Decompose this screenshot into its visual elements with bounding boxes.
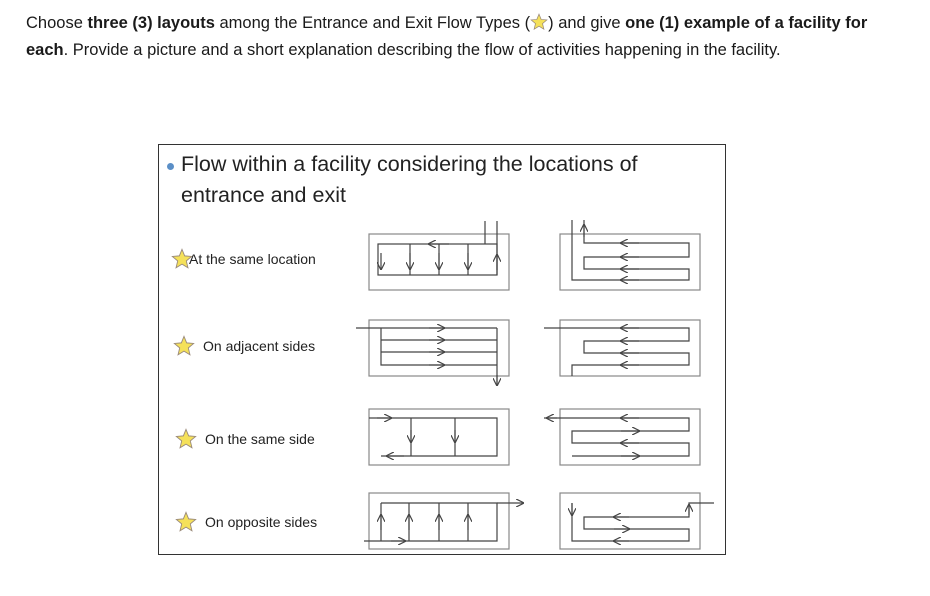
diagram-same-side-branches [369,409,509,465]
slide-image [158,144,726,555]
instr-text-4: . Provide a picture and a short explanation describing the flow of activities happening in the facility. [63,41,781,59]
flow-diagrams [159,145,725,554]
row-label-text: On the same side [205,431,315,447]
instr-text-3: ) and give [548,14,626,32]
instr-text-2: among the Entrance and Exit Flow Types ( [214,14,531,32]
diagram-opposite-serpentine [560,493,714,549]
instructions-paragraph [26,10,906,64]
row-label-text: At the same location [189,251,316,267]
instr-bold-1: three (3) layouts [87,14,215,32]
instr-bold-2: one (1) example of a facility for each [26,14,868,59]
slide-title: Flow within a facility considering the locations of entrance and exit [181,152,638,207]
diagram-adjacent-straight [356,320,509,385]
diagram-same-location-branches [369,221,509,290]
diagram-same-location-serpentine [560,220,700,290]
instr-text-1: Choose [26,14,88,32]
row-label-text: On adjacent sides [203,338,316,354]
diagram-same-side-serpentine [544,409,700,465]
star-icon [530,13,548,31]
row-label-text: On opposite sides [205,514,318,530]
diagram-adjacent-serpentine [544,320,700,376]
diagram-opposite-branches [364,493,523,549]
